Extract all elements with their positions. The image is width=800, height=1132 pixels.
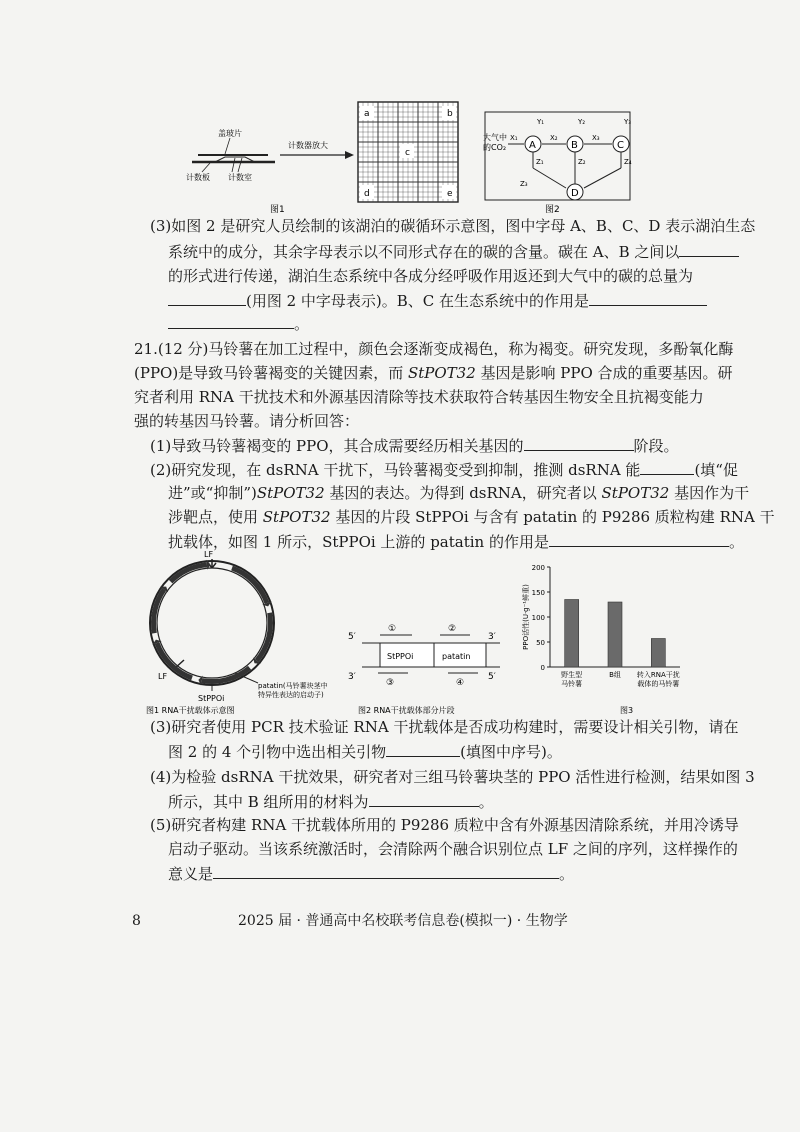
plasmid-lf-top: LF: [204, 550, 214, 559]
ppo-bar-chart: [521, 564, 680, 688]
q21-s2-text-6: 涉靶点，使用: [168, 508, 263, 526]
q21-s1-text: (1)导致马铃薯褐变的 PPO，其合成需要经历相关基因的: [150, 437, 524, 455]
y-tick-label: 200: [531, 564, 545, 572]
y-axis-label: PPO活性(U·g⁻¹鲜重): [522, 584, 530, 650]
q21-s3-blank[interactable]: [386, 740, 460, 757]
fig1-arrow-label: 计数器放大: [288, 141, 328, 150]
fig1-label-chamber: 计数室: [228, 173, 252, 182]
q3-line-3: 的形式进行传递，湖泊生态系统中各成分经呼吸作用返还到大气中的碳的总量为: [168, 267, 694, 285]
bar-chart-caption: 图3: [620, 706, 634, 715]
fig1-label-cover: 盖玻片: [218, 129, 242, 138]
y-tick-label: 50: [536, 639, 545, 647]
fig1-zoom-arrow: [280, 140, 354, 159]
plasmid-patatin-note-1: patatin(马铃薯块茎中: [258, 682, 328, 690]
q21-s2-line-4: [168, 530, 744, 553]
fragment-caption: 图2 RNA干扰载体部分片段: [358, 706, 455, 715]
fig2-z3: Z₃: [520, 180, 528, 188]
fig2-caption: 图2: [545, 205, 560, 215]
q21-s5-line-2: 启动子驱动。当该系统激活时，会清除两个融合识别位点 LF 之间的序列，这样操作的: [168, 840, 738, 858]
q21-s4-blank[interactable]: [369, 790, 479, 807]
q21-s4-text: 所示，其中 B 组所用的材料为: [168, 793, 369, 811]
q21-intro-3: 究者利用 RNA 干扰技术和外源基因清除等技术获取符合转基因生物安全且抗褐变能力: [134, 388, 704, 406]
q21-s3-tail: (填图中序号)。: [460, 743, 562, 761]
plasmid-gene-segment: [257, 613, 271, 661]
q21-s2-text-1: (2)研究发现，在 dsRNA 干扰下，马铃薯褐变受到抑制，推测 dsRNA 能: [150, 461, 641, 479]
q3-line-4: [168, 289, 707, 312]
q3-line-5-text: 。: [294, 315, 310, 333]
bar: [608, 602, 622, 667]
plasmid-gene-segment: [202, 668, 250, 682]
q3-answer-blank-3[interactable]: [589, 289, 707, 306]
fig2-y1: Y₁: [537, 118, 545, 126]
q21-s2-text-2: (填“促: [694, 461, 738, 479]
q21-s3-text: 图 2 的 4 个引物中选出相关引物: [168, 743, 387, 761]
grid-cell-label-d: d: [364, 189, 370, 199]
fragment-3prime-top: 3′: [488, 632, 496, 642]
page-number: 8: [132, 913, 141, 929]
q21-s5-line-1: (5)研究者构建 RNA 干扰载体所用的 P9286 质粒中含有外源基因清除系统，并用冷诱导: [150, 816, 739, 834]
top-figures: [180, 100, 680, 220]
q3-line-1: (3)如图 2 是研究人员绘制的该湖泊的碳循环示意图，图中字母 A、B、C、D 表示湖泊生态: [150, 217, 756, 235]
mid-figures: [140, 550, 700, 715]
q21-s2-text-8: 扰载体，如图 1 所示，StPPOi 上游的 patatin 的作用是: [168, 533, 549, 551]
plasmid-stppoi-label: StPPOi: [198, 694, 225, 703]
x-tick-label: 马铃薯: [561, 680, 583, 688]
plasmid-caption: 图1 RNA干扰载体示意图: [146, 706, 235, 715]
plasmid-patatin-note-2: 特异性表达的启动子): [258, 691, 324, 699]
primer-1-label: ①: [388, 624, 397, 634]
grid-cell-label-a: a: [364, 109, 370, 119]
fragment-5prime-bottom: 5′: [488, 672, 496, 682]
primer-2-label: ②: [448, 624, 457, 634]
y-tick-label: 100: [531, 614, 545, 622]
q21-s5-text: 意义是: [168, 865, 214, 883]
q21-s2-text-9: 。: [728, 533, 744, 551]
y-tick-label: 0: [540, 664, 545, 672]
fig2-x2: X₂: [550, 134, 558, 142]
q21-s3-line-2: [168, 740, 562, 763]
q21-intro-1: 21.(12 分)马铃薯在加工过程中，颜色会逐渐变成褐色，称为褐变。研究发现，多酚氧化酶: [134, 340, 734, 358]
q21-s1: [150, 434, 679, 457]
q21-s2-gene-2: StPOT32: [601, 484, 670, 502]
q3-answer-blank-2[interactable]: [168, 289, 246, 306]
q3-answer-blank-4[interactable]: [168, 312, 294, 329]
q21-intro-2a: (PPO)是导致马铃薯褐变的关键因素，而: [134, 364, 408, 382]
q21-s4-tail: 。: [478, 793, 494, 811]
q3-answer-blank-1[interactable]: [679, 240, 739, 257]
q21-s4-line-2: [168, 790, 494, 813]
x-tick-label: 野生型: [561, 671, 583, 679]
footer-title: 2025 届 · 普通高中名校联考信息卷(模拟一) · 生物学: [238, 913, 568, 929]
bar: [651, 639, 665, 668]
fig2-node-d: D: [571, 188, 579, 199]
q21-s4-line-1: (4)为检验 dsRNA 干扰效果，研究者对三组马铃薯块茎的 PPO 活性进行检测，结果如图 3: [150, 768, 755, 786]
fig2-x3: X₃: [592, 134, 600, 142]
q3-line-2: [168, 240, 739, 263]
q21-gene-name: StPOT32: [407, 364, 476, 382]
fragment-3prime-bottom: 3′: [348, 672, 356, 682]
x-tick-label: 转入RNA干扰: [636, 671, 680, 679]
q21-s2-text-4: 基因的表达。为得到 dsRNA，研究者以: [324, 484, 602, 502]
q21-s2-gene-1: StPOT32: [256, 484, 325, 502]
q3-line-5: [168, 312, 309, 335]
fig2-z2: Z₂: [578, 158, 586, 166]
fig2-atmosphere-label: 大气中: [483, 133, 507, 142]
bar: [565, 600, 579, 668]
q3-line-2-text: 系统中的成分，其余字母表示以不同形式存在的碳的含量。碳在 A、B 之间以: [168, 243, 680, 261]
q21-s2-text-3: 进”或“抑制”): [168, 484, 257, 502]
primer-4-label: ④: [456, 678, 465, 688]
q21-s5-blank[interactable]: [213, 862, 559, 879]
fig2-carbon-cycle: [483, 112, 632, 200]
x-tick-label: 载体的马铃薯: [637, 680, 680, 688]
plasmid-gene-arrows: [152, 560, 271, 686]
q21-s2-line-2: [168, 482, 749, 504]
q21-s2-line-1: [150, 458, 738, 481]
q21-s2-text-5: 基因作为干: [669, 484, 750, 502]
fragment-box-stppoi: StPPOi: [387, 652, 414, 661]
q21-s5-tail: 。: [559, 865, 575, 883]
fig2-co2-label: 的CO₂: [483, 143, 507, 152]
grid-cell-label-c: c: [405, 148, 410, 158]
x-tick-label: B组: [609, 671, 621, 679]
q21-intro-2: [134, 362, 733, 384]
q21-s1-blank[interactable]: [524, 434, 634, 451]
fig1-chamber-side-view: [186, 128, 275, 182]
grid-cell-label-b: b: [447, 109, 453, 119]
q21-intro-2b: 基因是影响 PPO 合成的重要基因。研: [475, 364, 733, 382]
q21-s2-blank-1[interactable]: [640, 458, 694, 475]
q21-s1-tail: 阶段。: [633, 437, 679, 455]
fig2-node-a: A: [529, 140, 536, 151]
q21-s2-gene-3: StPOT32: [262, 508, 331, 526]
fig2-node-b: B: [571, 140, 578, 151]
q21-s5-line-3: [168, 862, 574, 885]
fig2-x1: X₁: [510, 134, 518, 142]
fig1-counting-grid: [358, 102, 458, 202]
fragment-box-patatin: patatin: [442, 652, 471, 661]
grid-cell-label-e: e: [447, 189, 453, 199]
y-tick-label: 150: [531, 589, 545, 597]
fig2-y2: Y₂: [578, 118, 586, 126]
q21-s3-line-1: (3)研究者使用 PCR 技术验证 RNA 干扰载体是否成功构建时，需要设计相关引物，请在: [150, 718, 739, 736]
fragment-5prime-top: 5′: [348, 632, 356, 642]
primer-3-label: ③: [386, 678, 395, 688]
fig2-z4: Z₄: [624, 158, 632, 166]
fig2-y3: Y₃: [624, 118, 632, 126]
q21-s2-text-7: 基因的片段 StPPOi 与含有 patatin 的 P9286 质粒构建 RNA 干: [330, 508, 775, 526]
fig1-caption: 图1: [270, 205, 285, 215]
fig2-z1: Z₁: [536, 158, 544, 166]
plasmid-lf-left: LF: [158, 672, 168, 681]
plasmid-diagram: [150, 550, 328, 703]
q3-line-4-text: (用图 2 中字母表示)。B、C 在生态系统中的作用是: [246, 292, 590, 310]
fragment-diagram: [348, 624, 500, 688]
q21-s2-blank-2[interactable]: [549, 530, 729, 547]
q21-s2-line-3: [168, 506, 775, 528]
fig2-node-c: C: [617, 140, 624, 151]
fig1-label-board: 计数板: [186, 173, 210, 182]
q21-intro-4: 强的转基因马铃薯。请分析回答：: [134, 412, 360, 430]
